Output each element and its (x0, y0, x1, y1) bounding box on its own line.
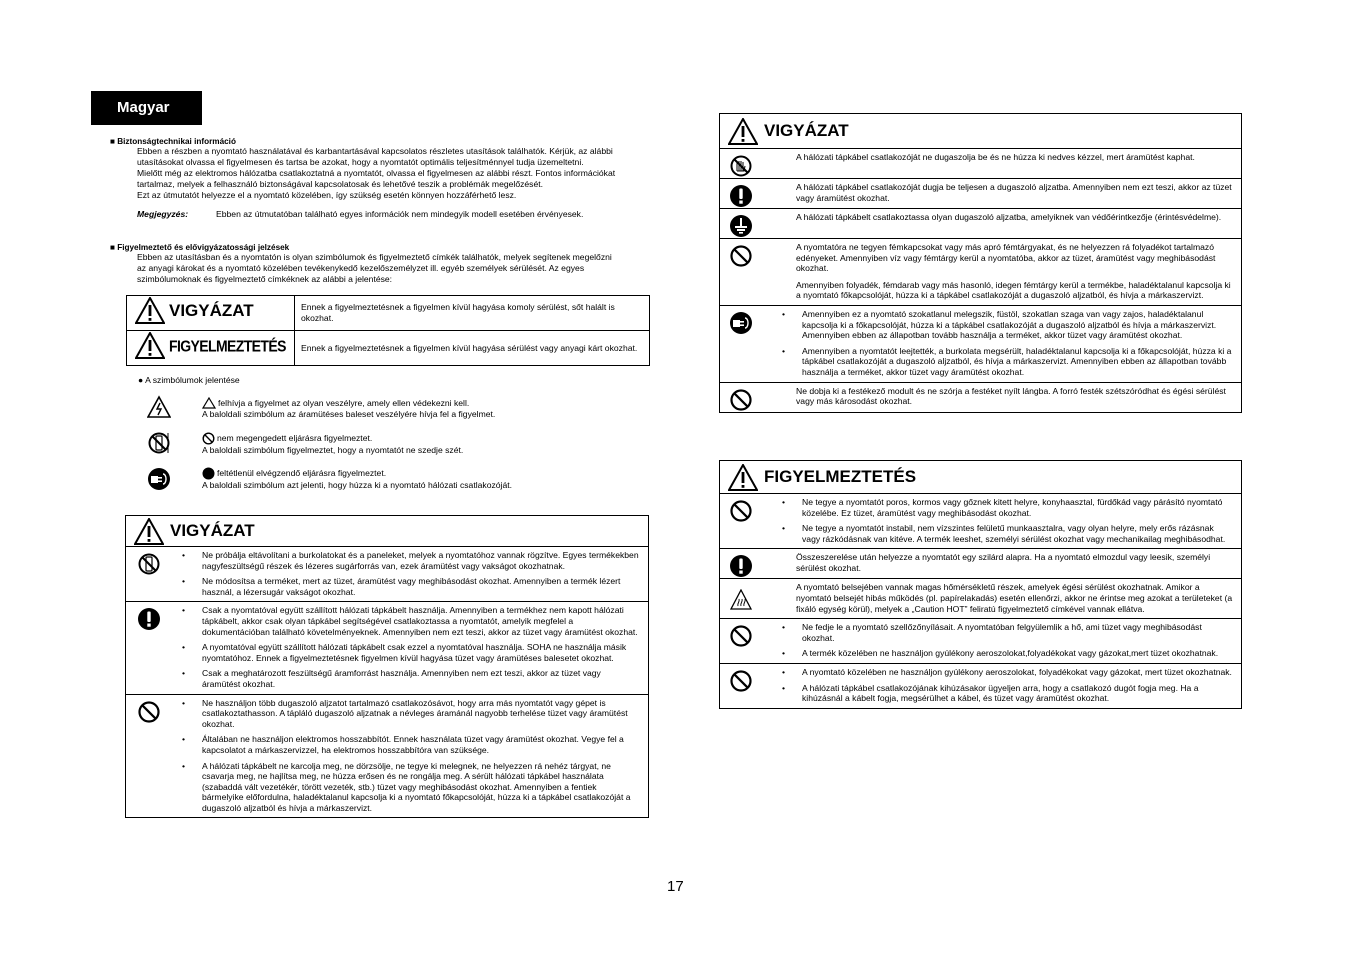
caution-row (126, 695, 648, 818)
warning-item: Összeszerelése után helyezze a nyomtatót egy szilárd alapra. Ha a nyomtató elmozdul vagy leesik, személyi sérülést okozhat. (796, 552, 1211, 573)
caution-box-title: VIGYÁZAT (764, 121, 849, 140)
mandatory-icon (729, 184, 753, 208)
caution-row-text (172, 547, 648, 601)
safety-section (110, 137, 680, 220)
no-wet-hands-icon (729, 154, 753, 178)
warnings-line: az anyagi károkat és a nyomtató közelében tevékenykedő kezelőszemélyzet ill. egyéb személyek sérülését. Az egyes (137, 263, 585, 273)
warning-row (720, 619, 1241, 664)
do-not-disassemble-icon (137, 552, 161, 576)
warning-item: • Ne fedje le a nyomtató szellőzőnyílásait. A nyomtatóban felgyülemlik a hő, ami tüzet vagy meghibásodást okozhat. (802, 622, 1233, 643)
symbol-line1: felhívja a figyelmet az olyan veszélyre, amely ellen védekezni kell. (218, 397, 470, 408)
electric-shock-icon (147, 395, 171, 419)
symbol-line1: feltétlenül elvégzendő eljárásra figyelmeztet. (217, 468, 387, 478)
caution-item: • A nyomtatóval együtt szállított hálózati tápkábelt csak ezzel a nyomtatóval használja. SOHA ne használja másik nyomtatóhoz. Ennek a figyelmeztetésnek figyelmen kívül hagyása tüzet vagy áramütéses balesetet okozhat. (202, 642, 640, 663)
caution-row (720, 383, 1241, 412)
warning-item: • Ne tegye a nyomtatót instabil, nem vízszintes felületű munkaasztalra, vagy olyan helyre, mely erős rázásnak vagy rázkódásnak van kitéve. A termék leeshet, személyi sérülést okozhat vagy mechanikailag meghibásodhat. (802, 523, 1233, 544)
caution-item: Amennyiben folyadék, fémdarab vagy más hasonló, idegen fémtárgy kerül a termékbe, haladéktalanul kapcsolja ki a nyomtató főkapcsolóját, húzza ki a tápkábel csatlakozóját a dugaszoló aljzatból, és hívja a márkaszervizt. (796, 279, 1231, 301)
caution-item: • Csak a nyomtatóval együtt szállított hálózati tápkábelt használja. Amennyiben a termékhez nem kapott hálózati tápkábelt, akkor csak olyan tápkábel segítségével csatlakoztassa a nyomtatót, amelyik megfelel a dokumentációban található követelményeknek. Amennyiben nem ezt teszi, akkor az tüzet vagy áramütést okozhat. (202, 605, 640, 637)
symbol-text (202, 397, 495, 420)
warning-triangle-small-icon (202, 397, 216, 409)
legend-text: Ennek a figyelmeztetésnek a figyelmen kívül hagyása sérülést vagy anyagi kárt okozhat. (295, 331, 650, 366)
caution-box-header (720, 114, 1241, 149)
caution-item: • Általában ne használjon elektromos hosszabbítót. Ennek használata tüzet vagy áramütést okozhat. Vegye fel a kapcsolatot a márkaszervizzel, ha elektromos hosszabbítóra van szüksége. (202, 734, 640, 755)
warning-triangle-icon (135, 332, 165, 359)
legend-label: FIGYELMEZTETÉS (169, 336, 286, 355)
warning-row (720, 549, 1241, 579)
warning-row (720, 664, 1241, 708)
caution-item: • Ne használjon több dugaszoló aljzatot tartalmazó csatlakozósávot, hogy arra más nyomtatót vagy gépet is csatlakoztathasson. A tápláló dugaszoló aljzatnak a névleges áramánál nagyobb terhelése tüzet vagy áramütést okozhat. (202, 698, 640, 730)
symbol-electric-shock (147, 395, 171, 424)
note-text: Ebben az útmutatóban található egyes információk nem mindegyik modell esetében érvényesek. (216, 209, 584, 219)
warning-item: A nyomtató belsejében vannak magas hőmérsékletű részek, amelyek égési sérülést okozhatnak. Amikor a nyomtató belsejét hibás működés (pl. papírelakadás) esetén ellenőrzi, akkor ne érintse meg azokat a területeket (a fixáló egység körül), melyek a „Caution HOT” feliratú figyelmeztető címkével vannak ellátva. (796, 582, 1233, 614)
warning-row-text (762, 549, 1241, 578)
caution-row (720, 306, 1241, 383)
symbol-do-not-disassemble (147, 431, 171, 460)
mandatory-icon (729, 554, 753, 578)
legend-label-cell (127, 331, 295, 366)
caution-row-text (762, 239, 1241, 305)
caution-item: A hálózati tápkábel csatlakozóját ne dugaszolja be és ne húzza ki nedves kézzel, mert áramütést kaphat. (796, 152, 1195, 162)
caution-item: Ne dobja ki a festékező modult és ne szórja a festéket nyílt lángba. A forró festék szétszóródhat és égési sérülést vagy más károsodást okozhat. (796, 385, 1226, 407)
caution-row-text (172, 602, 648, 693)
caution-item: • Amennyiben ez a nyomtató szokatlanul melegszik, füstöl, szokatlan szaga van vagy zajos, haladéktalanul kapcsolja ki a főkapcsolóját, húzza ki a tápkábel csatlakozóját a dugaszoló aljzatból és hívja a márkaszervizt. Amennyiben ebben az állapotban tovább használja a terméket, akkor tüzet vagy áramütést okozhat. (802, 309, 1233, 341)
warning-box-title: FIGYELMEZTETÉS (764, 467, 917, 486)
safety-body-rest (110, 157, 680, 201)
warning-item: • Ne tegye a nyomtatót poros, kormos vagy gőznek kitett helyre, konyhaasztal, fürdőkád vagy párásító nyomtató közelébe. Ez tüzet, áramütést vagy meghibásodást okozhat. (802, 497, 1233, 518)
safety-line: Ezt az útmutatót helyezze el a nyomtató közelében, így szükség esetén könnyen hozzáférhető lesz. (137, 190, 517, 200)
caution-row (720, 149, 1241, 179)
warnings-intro (110, 243, 680, 285)
warnings-line: szimbólumoknak és figyelmeztető címkéknek az alábbi a jelentése: (137, 274, 393, 284)
caution-item: • A hálózati tápkábelt ne karcolja meg, ne dörzsölje, ne tegye ki melegnek, ne helyezzen rá nehéz tárgyat, ne csavarja meg, ne hajlítsa meg, ne húzza erősen és ne rongálja meg. A sérült hálózati tápkábel használata (szabaddá vált vezetékér, törött vezeték, stb.) tüzet vagy meghibásodást okozhat. Amennyiben a fentiek bármelyike előfordulna, haladéktalanul kapcsolja ki a nyomtató főkapcsolóját, húzza ki a tápkábel csatlakozóját a dugaszoló aljzatból és hívja a márkaszervizt. (202, 761, 640, 814)
ground-icon (729, 214, 753, 238)
warning-triangle-icon (728, 118, 758, 145)
legend-row-vigyazat (127, 296, 650, 331)
mandatory-small-icon (202, 467, 215, 480)
symbol-line2: A baloldali szimbólum az áramütéses baleset veszélyére hívja fel a figyelmet. (202, 409, 496, 419)
symbol-line2: A baloldali szimbólum figyelmeztet, hogy a nyomtatót ne szedje szét. (202, 445, 464, 455)
warning-item: • A hálózati tápkábel csatlakozójának kihúzásakor ügyeljen arra, hogy a csatlakozó dugót fogja meg. Ha a kihúzásnál a kábelt fogja, megsérülhet a kábel, és tüzet vagy áramütést okozhat. (802, 683, 1233, 704)
caution-box-left (125, 515, 649, 818)
safety-line: Ebben a részben a nyomtató használatával és karbantartásával kapcsolatos részletes utasítások találhatók. Kérjük, az alábbi (137, 146, 613, 156)
warning-row-text (762, 619, 1241, 663)
warning-triangle-icon (728, 464, 758, 491)
caution-row-text (172, 695, 648, 818)
caution-box-header (126, 516, 648, 547)
warning-triangle-icon (135, 297, 165, 324)
warnings-heading: ■ Figyelmeztető és elővigyázatossági jelzések (110, 243, 290, 252)
prohibited-icon (729, 244, 753, 268)
legend-label: VIGYÁZAT (169, 300, 254, 320)
safety-line: tartalmaz, melyek a felhasználó biztonságával kapcsolatosak és lehetővé teszik a problémák megelőzését. (137, 179, 544, 189)
note-label: Megjegyzés: (137, 209, 189, 219)
prohibited-small-icon (202, 432, 215, 445)
symbol-line2: A baloldali szimbólum azt jelenti, hogy húzza ki a nyomtató hálózati csatlakozóját. (202, 480, 513, 490)
legend-label-cell (127, 296, 295, 331)
symbol-text (202, 432, 463, 456)
mandatory-icon (137, 607, 161, 631)
symbol-line1: nem megengedett eljárásra figyelmeztet. (217, 433, 373, 443)
caution-row-text (762, 209, 1241, 238)
caution-item: • Csak a meghatározott feszültségű áramforrást használja. Amennyiben nem ezt teszi, akkor az tüzet vagy áramütést okozhat. (202, 668, 640, 689)
warning-row-text (762, 579, 1241, 618)
warning-box-header (720, 461, 1241, 494)
unplug-icon (147, 467, 171, 491)
prohibited-icon (729, 669, 753, 693)
safety-heading: ■ Biztonságtechnikai információ (110, 137, 236, 146)
caution-row (126, 602, 648, 694)
caution-row (126, 547, 648, 602)
caution-item: • Ne módosítsa a terméket, mert az tüzet, áramütést vagy meghibásodást okozhat. Amennyiben a termék lézert használ, a lézersugár vakságot okozhat. (202, 576, 640, 597)
prohibited-icon (729, 499, 753, 523)
prohibited-icon (729, 388, 753, 412)
warnings-body (110, 252, 680, 285)
legend-text: Ennek a figyelmeztetésnek a figyelmen kívül hagyása komoly sérülést, sőt halált is okozhat. (295, 296, 650, 331)
safety-body (110, 146, 680, 157)
language-tab: Magyar (91, 91, 202, 125)
caution-row (720, 239, 1241, 306)
safety-line: utasításokat olvassa el figyelmesen és tartsa be azokat, hogy a nyomtatót optimális teljesítménnyel tudja üzemeltetni. (137, 157, 584, 167)
warning-row (720, 579, 1241, 619)
safety-note (110, 209, 680, 220)
caution-item: A nyomtatóra ne tegyen fémkapcsokat vagy más apró fémtárgyakat, és ne helyezzen rá folyadékot tartalmazó edényeket. Amennyiben víz vagy fémtárgy kerül a nyomtatóba, akkor az tüzet, áramütést vagy meghibásodást okozhat. (796, 242, 1216, 274)
warnings-line: Ebben az utasításban és a nyomtatón is olyan szimbólumok és figyelmeztető címkék találhatók, melyek segítenek megelőzni (137, 252, 612, 262)
warning-row-text (762, 664, 1241, 708)
caution-box-right (719, 113, 1242, 413)
caution-item: A hálózati tápkábelt csatlakoztassa olyan dugaszoló aljzatba, amelyiknek van védőérintkezője (érintésvédelme). (796, 212, 1222, 222)
do-not-disassemble-icon (147, 431, 171, 455)
symbol-text (202, 467, 512, 491)
caution-item: • Ne próbálja eltávolítani a burkolatokat és a paneleket, melyek a nyomtatóhoz vannak rögzítve. Egyes termékekben nagyfeszültségű részek és lézeres sugárforrás van, ezek áramütést vagy vakságot okozhatnak. (202, 550, 640, 571)
warning-triangle-icon (134, 518, 164, 545)
legend-row-figyelmeztetes (127, 331, 650, 366)
caution-row-text (762, 149, 1241, 178)
warning-item: • A termék közelében ne használjon gyúlékony aeroszolokat,folyadékokat vagy gázokat,mert tüzet okozhatnak. (802, 648, 1233, 659)
safety-line: Mielőtt még az elektromos hálózatba csatlakoztatná a nyomtatót, olvassa el figyelmesen az alábbi részt. Fontos információkat (137, 168, 616, 178)
warning-item: • A nyomtató közelében ne használjon gyúlékony aeroszolokat, folyadékokat vagy gázokat, mert tüzet okozhatnak. (802, 667, 1233, 678)
caution-row-text (762, 306, 1241, 382)
caution-row (720, 179, 1241, 209)
symbols-heading: ● A szimbólumok jelentése (138, 375, 240, 385)
caution-box-title: VIGYÁZAT (170, 521, 255, 540)
warning-row-text (762, 494, 1241, 548)
hot-surface-icon (730, 589, 752, 611)
page-number: 17 (667, 878, 684, 895)
caution-item: • Amennyiben a nyomtatót leejtették, a burkolata megsérült, haladéktalanul kapcsolja ki a főkapcsolóját, húzza ki a tápkábel csatlakozóját a dugaszoló aljzatból, és hívja a márkaszervizt. Amennyiben ebben az állapotban tovább használja a terméket, akkor tüzet vagy áramütést okozhat. (802, 346, 1233, 378)
legend-table (126, 295, 650, 366)
symbol-unplug (147, 467, 171, 496)
caution-row-text (762, 383, 1241, 412)
warning-box-right (719, 460, 1242, 709)
prohibited-icon (137, 700, 161, 724)
prohibited-icon (729, 624, 753, 648)
caution-row-text (762, 179, 1241, 208)
unplug-icon (729, 311, 753, 335)
caution-row (720, 209, 1241, 239)
caution-item: A hálózati tápkábel csatlakozóját dugja be teljesen a dugaszoló aljzatba. Amennyiben nem ezt teszi, akkor az tüzet vagy áramütést okozhat. (796, 182, 1232, 203)
warning-row (720, 494, 1241, 549)
